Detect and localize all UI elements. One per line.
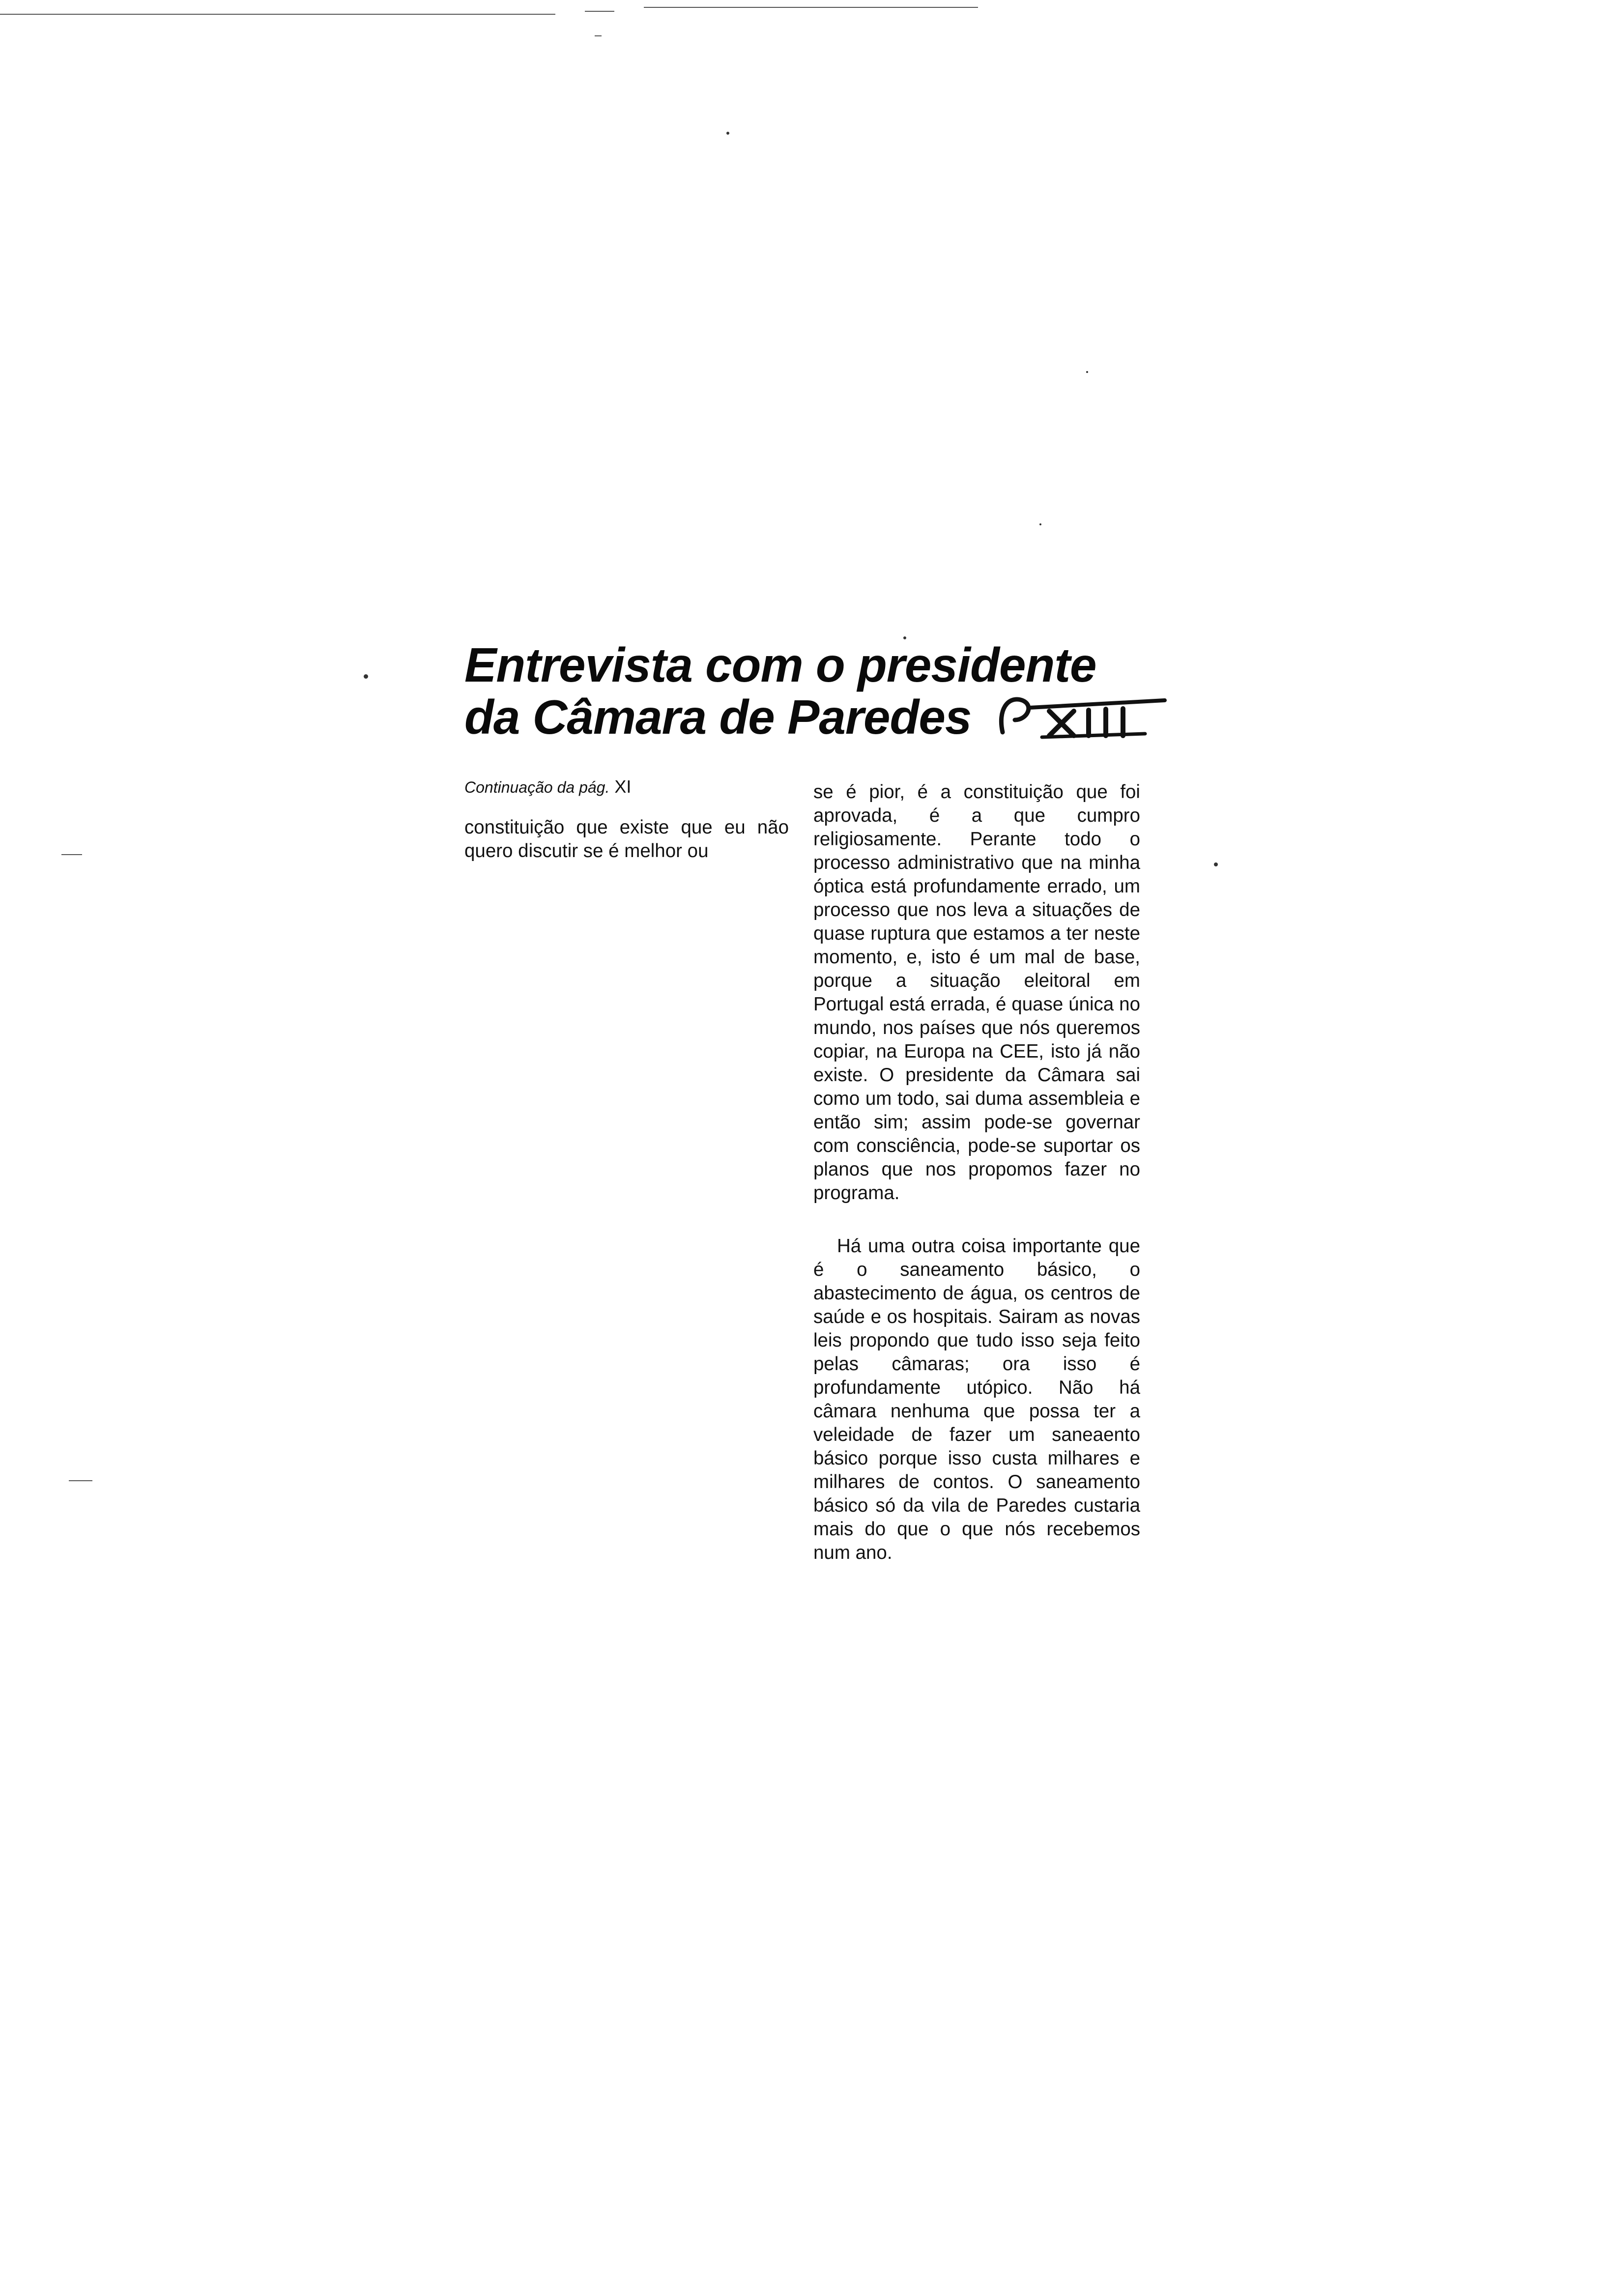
article-column-left: constituição que existe que eu não quero discutir se é melhor ou	[464, 817, 789, 861]
handwritten-page-mark	[988, 681, 1175, 745]
scan-speck	[726, 132, 729, 135]
continuation-page: XI	[614, 776, 632, 797]
scan-edge-line	[0, 14, 555, 15]
scan-speck	[1214, 862, 1218, 866]
continuation-label: Continuação da pág.	[464, 778, 610, 796]
scan-speck	[1039, 523, 1041, 525]
headline-line-2: da Câmara de Paredes	[464, 690, 972, 744]
article-column-right	[813, 780, 1140, 1565]
scan-edge-line	[644, 7, 978, 8]
scan-speck	[364, 674, 368, 679]
scan-speck	[1086, 371, 1088, 373]
scan-mark	[61, 854, 82, 855]
scan-mark	[69, 1480, 92, 1481]
article-paragraph: Há uma outra coisa importante que é o saneamento básico, o abastecimento de água, os centros de saúde e os hospitais. Sairam as novas leis propondo que tudo isso seja feito pelas câmaras; ora isso é profundamente utópico. Não há câmara nenhuma que possa ter a veleidade de fazer um saneaento básico porque isso custa milhares e milhares de contos. O saneamento básico só da vila de Paredes custaria mais do que o que nós recebemos num ano.	[813, 1235, 1140, 1563]
scan-edge-line	[585, 11, 614, 12]
scan-edge-line	[595, 35, 602, 36]
headline-line-1: Entrevista com o presidente	[464, 638, 1096, 692]
continuation-note	[464, 776, 631, 797]
article-paragraph: se é pior, é a constituição que foi aprovada, é a que cumpro religiosamente. Perante todo o processo administrativo que na minha óptica está profundamente errado, um processo que nos leva a situações de quase ruptura que estamos a ter neste momento, e, isto é um mal de base, porque a situação eleitoral em Portugal está errada, é quase única no mundo, nos países que nós queremos copiar, na Europa na CEE, isto já não existe. O presidente da Câmara sai como um todo, sai duma assembleia e então sim; assim pode-se governar com consciência, pode-se suportar os planos que nos propomos fazer no programa.	[813, 781, 1140, 1204]
